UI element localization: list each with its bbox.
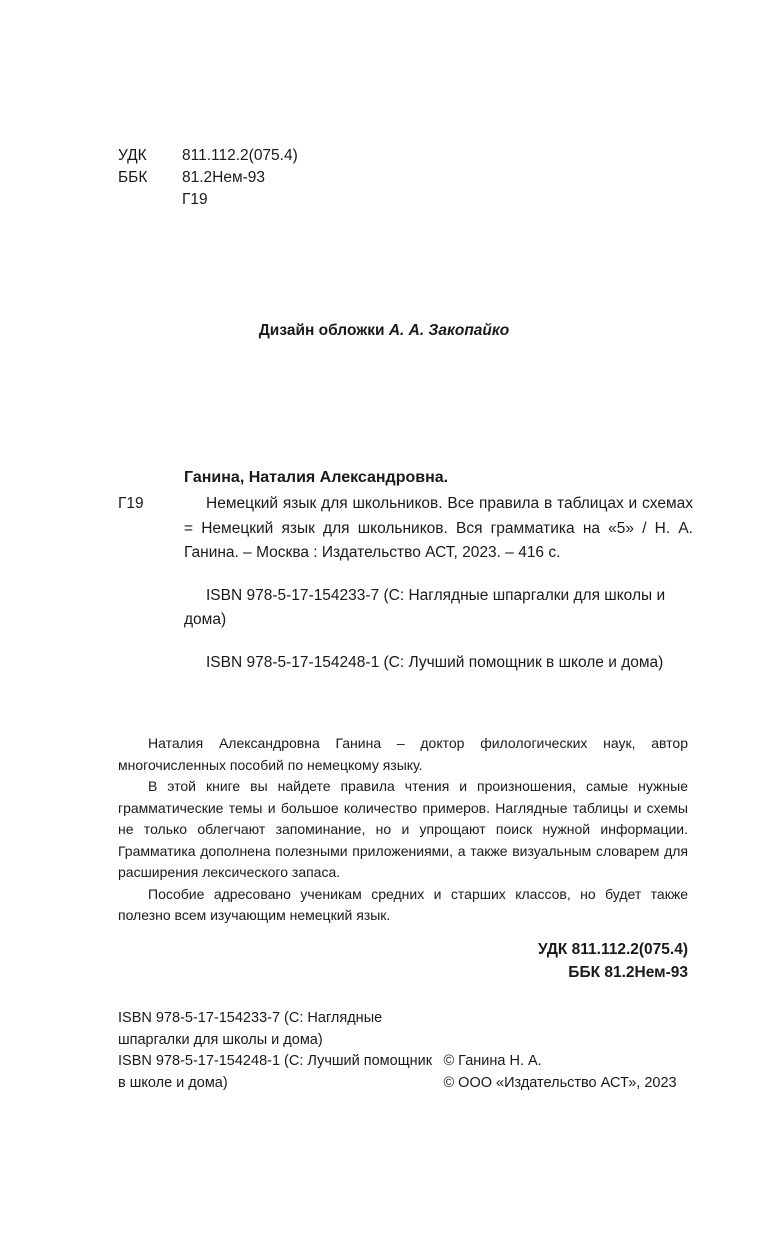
annotation-paragraph-1: Наталия Александровна Ганина – доктор филологических наук, автор многочисленных пособий по немецкому языку.	[118, 735, 688, 773]
imprint-isbn-column	[118, 1008, 443, 1094]
cover-designer-credit	[0, 322, 768, 340]
bbk-value: 81.2Нем-93	[182, 169, 266, 186]
biblio-body	[118, 492, 693, 566]
bibliographic-record	[118, 466, 693, 675]
cover-designer-name: А. А. Закопайко	[388, 322, 510, 339]
biblio-description	[184, 492, 693, 566]
classification-codes	[118, 145, 298, 211]
annotation	[118, 733, 688, 927]
classification-row-udk	[118, 145, 298, 167]
classification-row-author-sign	[118, 189, 298, 211]
annotation-paragraph-3: Пособие адресовано ученикам средних и старших классов, но будет также полезно всем изучающим немецкий язык.	[118, 885, 688, 923]
annotation-paragraph-2: В этой книге вы найдете правила чтения и произношения, самые нужные грамматические темы и большое количество примеров. Наглядные таблицы и схемы не только облегчают запоминание, но и упрощают поиск нужной информации. Грамматика дополнена полезными приложениями, а также визуальным словарем для расширения лексического запаса.	[118, 778, 688, 880]
biblio-isbn-1	[184, 584, 693, 633]
footer-isbn-1: ISBN 978-5-17-154233-7 (С: Наглядные шпаргалки для школы и дома)	[118, 1010, 383, 1048]
udk-label: УДК	[118, 147, 147, 164]
imprint-grid	[118, 1008, 690, 1094]
biblio-isbn-1-text: ISBN 978-5-17-154233-7 (С: Наглядные шпаргалки для школы и дома)	[184, 586, 666, 628]
udk-value: 811.112.2(075.4)	[182, 147, 298, 164]
biblio-author-sign: Г19	[118, 495, 144, 512]
bbk-label: ББК	[118, 169, 148, 186]
copyright-publisher: © ООО «Издательство АСТ», 2023	[443, 1074, 677, 1091]
biblio-isbn-2-text: ISBN 978-5-17-154248-1 (С: Лучший помощник в школе и дома)	[206, 653, 664, 671]
author-sign-value: Г19	[182, 191, 208, 208]
imprint-copyright-column	[443, 1051, 690, 1094]
imprint-footer	[118, 1008, 690, 1094]
bottom-classification-codes	[538, 938, 688, 984]
classification-row-bbk	[118, 167, 298, 189]
author-sign-label	[118, 189, 182, 211]
cover-designer-label: Дизайн обложки	[258, 322, 385, 339]
bottom-bbk: ББК 81.2Нем-93	[568, 964, 688, 981]
biblio-author: Ганина, Наталия Александровна.	[184, 469, 449, 486]
bottom-udk: УДК 811.112.2(075.4)	[537, 941, 688, 958]
footer-isbn-2: ISBN 978-5-17-154248-1 (С: Лучший помощник в школе и дома)	[118, 1053, 433, 1091]
biblio-description-text: Немецкий язык для школьников. Все правила в таблицах и схемах = Немецкий язык для школьников. Вся грамматика на «5» / Н. А. Ганина. – Москва : Издательство АСТ, 2023. – 416 с.	[184, 495, 693, 561]
biblio-isbn-2	[184, 651, 693, 676]
copyright-author: © Ганина Н. А.	[443, 1053, 542, 1069]
